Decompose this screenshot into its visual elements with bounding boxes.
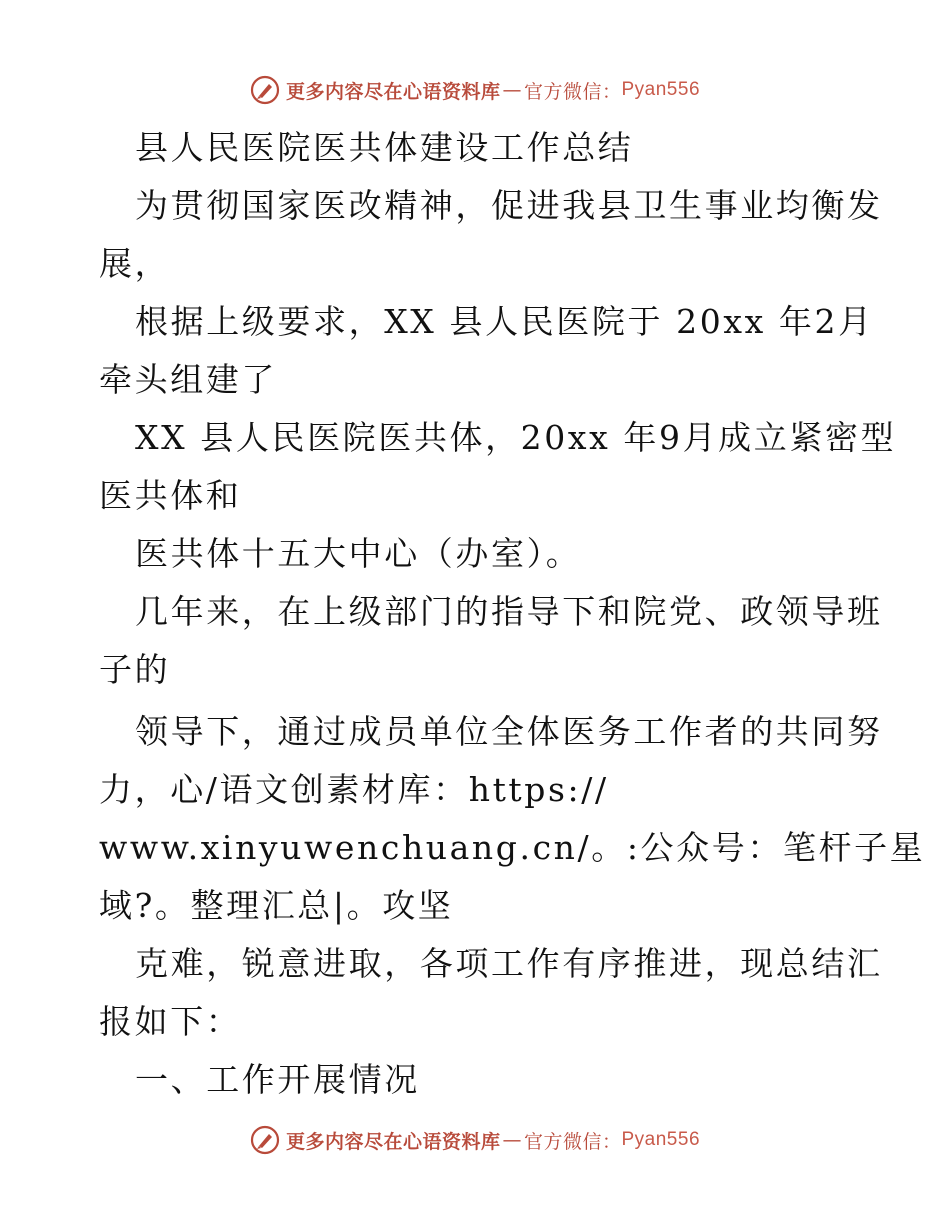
text-line: 为贯彻国家医改精神，促进我县卫生事业均衡发 — [135, 186, 883, 225]
text-line: www.xinyuwenchuang.cn/。:公众号：笔杆子星 — [99, 828, 926, 867]
text-line: 医共体和 — [99, 476, 242, 515]
banner-dash: — — [502, 1129, 522, 1151]
banner-title: 更多内容尽在心语资料库 — [285, 1130, 501, 1153]
text-line: 医共体十五大中心（办室）。 — [135, 534, 582, 573]
document-title: 县人民医院医共体建设工作总结 — [135, 128, 634, 167]
text-line: 几年来，在上级部门的指导下和院党、政领导班 — [135, 592, 883, 631]
text-line: 领导下，通过成员单位全体医务工作者的共同努 — [135, 712, 883, 751]
text-line: 子的 — [99, 650, 171, 689]
text-line: 力，心/语文创素材库：https:// — [99, 770, 609, 809]
banner-title: 更多内容尽在心语资料库 — [285, 80, 501, 103]
text-line: 根据上级要求，XX 县人民医院于 20xx 年2月 — [135, 302, 874, 341]
pen-nib-logo-icon — [250, 1125, 280, 1155]
text-line: 牵头组建了 — [99, 360, 277, 399]
text-line: 展， — [99, 244, 171, 283]
banner-dash: — — [502, 79, 522, 101]
section-heading: 一、工作开展情况 — [135, 1060, 420, 1099]
banner-official-label: 官方微信： — [523, 1130, 622, 1153]
footer-banner — [0, 1122, 950, 1158]
text-line: 克难，锐意进取，各项工作有序推进，现总结汇 — [135, 944, 883, 983]
banner-wechat-id: Pyan556 — [621, 79, 701, 100]
text-line: XX 县人民医院医共体，20xx 年9月成立紧密型 — [135, 418, 897, 457]
banner-wechat-id: Pyan556 — [621, 1129, 701, 1150]
text-line: 报如下： — [99, 1002, 242, 1041]
text-line: 域?。整理汇总|。攻坚 — [99, 886, 454, 925]
banner-official-label: 官方微信： — [523, 80, 622, 103]
